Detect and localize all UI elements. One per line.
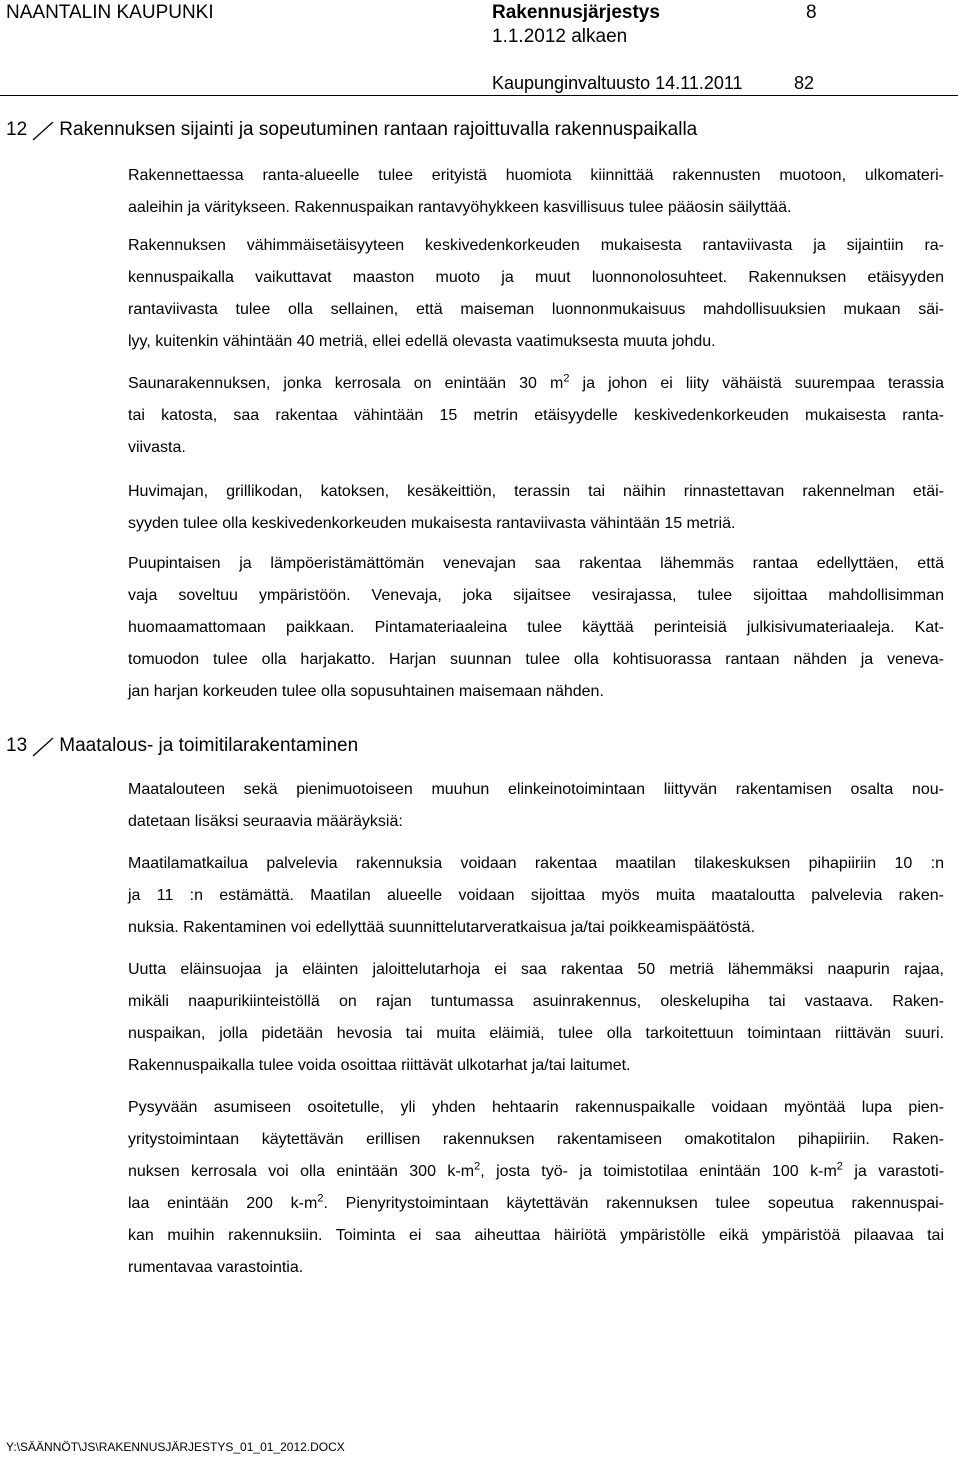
text-line: syyden tulee olla keskivedenkorkeuden mukaisesta rantaviivasta vähintään 15 metriä.: [128, 515, 736, 532]
text-line: Rakennettaessa ranta-alueelle tulee erityistä huomiota kiinnittää rakennusten muotoon, ulkomateri-: [128, 167, 944, 184]
text-line: nuksia. Rakentaminen voi edellyttää suunnittelutarveratkaisua ja/tai poikkeamispäätöstä.: [128, 919, 756, 936]
text-fragment: ja varastoti-: [842, 1163, 945, 1180]
s13-paragraph-1: [128, 774, 944, 838]
s13-paragraph-4: [128, 1092, 944, 1284]
section-12-title: Rakennuksen sijainti ja sopeutuminen rantaan rajoittuvalla rakennuspaikalla: [59, 119, 698, 140]
section-13-heading: [6, 734, 358, 758]
organization-name: NAANTALIN KAUPUNKI: [6, 2, 214, 23]
s12-paragraph-5: [128, 548, 944, 708]
text-line: aaleihin ja väritykseen. Rakennuspaikan rantavyöhykkeen kasvillisuus tulee pääosin säilyttää.: [128, 199, 792, 216]
section-13-number: 13: [6, 735, 28, 756]
section-reference: 82: [794, 73, 815, 93]
section-mark-icon: [32, 736, 54, 758]
text-line: kan muihin rakennuksiin. Toiminta ei saa aiheuttaa häiriötä ympäristölle eikä ympäristöä pilaavaa tai: [128, 1227, 944, 1244]
text-line: rantaviivasta tulee olla sellainen, että maiseman luonnonmukaisuus mahdollisuuksien mukaan säi-: [128, 301, 944, 318]
s12-paragraph-3: [128, 368, 944, 464]
section-mark-icon: [32, 120, 54, 142]
text-line: nuspaikan, jolla pidetään hevosia tai muita eläimiä, tulee olla tarkoitettuun toimintaan riittävän suuri.: [128, 1025, 944, 1042]
text-line: Maatalouteen sekä pienimuotoiseen muuhun elinkeinotoimintaan liittyvän rakentamisen osalta nou-: [128, 781, 944, 798]
section-13-title: Maatalous- ja toimitilarakentaminen: [59, 735, 359, 756]
superscript: 2: [563, 372, 570, 385]
text-fragment: Saunarakennuksen, jonka kerrosala on enintään 30 m: [128, 375, 564, 392]
text-line: ja 11 :n estämättä. Maatilan alueelle voidaan sijoittaa myös muita maataloutta palvelevia raken-: [128, 887, 944, 904]
header-divider: [0, 95, 958, 96]
text-line: vaja soveltuu ympäristöön. Venevaja, joka sijaitsee vesirajassa, tulee sijoittaa mahdollisimman: [128, 587, 944, 604]
text-fragment: , josta työ- ja toimistotilaa enintään 100 k-m: [480, 1163, 837, 1180]
text-line: [128, 368, 944, 400]
text-line: rumentavaa varastointia.: [128, 1259, 304, 1276]
superscript: 2: [317, 1192, 324, 1205]
text-line: Rakennuspaikalla tulee voida osoittaa riittävät ulkotarhat ja/tai laitumet.: [128, 1057, 631, 1074]
text-line: huomaamattomaan paikkaan. Pintamateriaaleina tulee käyttää perinteisiä julkisivumateriaaleja. Kat-: [128, 619, 944, 636]
document-title: Rakennusjärjestys: [492, 2, 660, 23]
text-line: tai katosta, saa rakentaa vähintään 15 metrin etäisyydelle keskivedenkorkeuden mukaisesta ranta-: [128, 407, 944, 424]
s12-paragraph-2: [128, 230, 944, 358]
text-line: jan harjan korkeuden tulee olla sopusuhtainen maisemaan nähden.: [128, 683, 604, 700]
council-decision: Kaupunginvaltuusto 14.11.2011: [492, 73, 743, 93]
file-path-footer: Y:\SÄÄNNÖT\JS\RAKENNUSJÄRJESTYS_01_01_2012.DOCX: [6, 1440, 345, 1454]
text-line: tomuodon tulee olla harjakatto. Harjan suunnan tulee olla kohtisuorassa rantaan nähden ja veneva-: [128, 651, 944, 668]
s12-paragraph-4: [128, 476, 944, 540]
text-fragment: nuksen kerrosala voi olla enintään 300 k-m: [128, 1163, 475, 1180]
text-line: kennuspaikalla vaikuttavat maaston muoto ja muut luonnonolosuhteet. Rakennuksen etäisyyden: [128, 269, 944, 286]
s13-paragraph-3: [128, 954, 944, 1082]
text-line: [128, 1156, 944, 1188]
text-fragment: . Pienyritystoimintaan käytettävän rakennuksen tulee sopeutua rakennuspai-: [323, 1195, 944, 1212]
text-line: Huvimajan, grillikodan, katoksen, kesäkeittiön, terassin tai näihin rinnastettavan rakennelman etäi-: [128, 483, 944, 500]
s13-paragraph-2: [128, 848, 944, 944]
s12-paragraph-1: [128, 160, 944, 224]
section-12-number: 12: [6, 119, 28, 140]
text-line: Uutta eläinsuojaa ja eläinten jaloittelutarhoja ei saa rakentaa 50 metriä lähemmäksi naapurin rajaa,: [128, 961, 944, 978]
text-line: lyy, kuitenkin vähintään 40 metriä, ellei edellä olevasta vaatimuksesta muuta johdu.: [128, 333, 716, 350]
text-line: Puupintaisen ja lämpöeristämättömän venevajan saa rakentaa lähemmäs rantaa edellyttäen, että: [128, 555, 944, 572]
text-line: Maatilamatkailua palvelevia rakennuksia voidaan rakentaa maatilan tilakeskuksen pihapiiriin 10 :n: [128, 855, 944, 872]
text-fragment: laa enintään 200 k-m: [128, 1195, 318, 1212]
text-line: datetaan lisäksi seuraavia määräyksiä:: [128, 813, 403, 830]
text-line: mikäli naapurikiinteistöllä on rajan tuntumassa asuinrakennus, oleskelupiha tai vastaava. Raken-: [128, 993, 944, 1010]
superscript: 2: [474, 1160, 481, 1173]
text-line: yritystoimintaan käytettävän erillisen rakennuksen rakentamiseen omakotitalon pihapiiriin. Raken-: [128, 1131, 944, 1148]
text-line: Pysyvään asumiseen osoitetulle, yli yhden hehtaarin rakennuspaikalle voidaan myöntää lupa pien-: [128, 1099, 944, 1116]
superscript: 2: [836, 1160, 843, 1173]
page-number: 8: [806, 2, 817, 23]
text-fragment: ja johon ei liity vähäistä suurempaa terassia: [569, 375, 944, 392]
effective-date: 1.1.2012 alkaen: [492, 26, 628, 47]
text-line: viivasta.: [128, 439, 186, 456]
section-12-heading: [6, 118, 697, 142]
text-line: [128, 1188, 944, 1220]
text-line: Rakennuksen vähimmäisetäisyyteen keskivedenkorkeuden mukaisesta rantaviivasta ja sijaintiin ra-: [128, 237, 944, 254]
